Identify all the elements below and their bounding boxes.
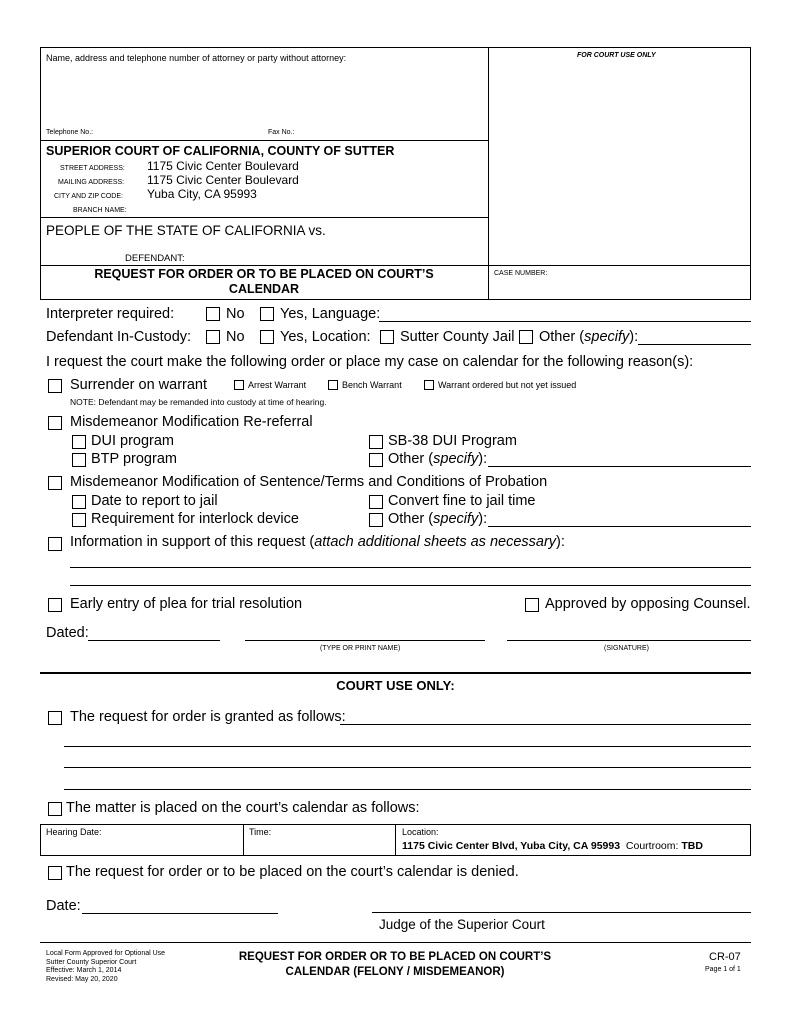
request-intro: I request the court make the following order or place my case on calendar for the following reason(s): — [46, 354, 694, 370]
btp-program-checkbox[interactable] — [72, 453, 86, 467]
city-value: Yuba City, CA 95993 — [147, 187, 257, 201]
early-entry-checkbox[interactable] — [48, 598, 62, 612]
signature-label: (SIGNATURE) — [604, 645, 649, 652]
courtroom-value: TBD — [681, 840, 703, 852]
courtroom-label: Courtroom: — [625, 840, 679, 852]
type-print-label: (TYPE OR PRINT NAME) — [320, 645, 401, 652]
date-field[interactable] — [82, 913, 278, 914]
court-use-header: FOR COURT USE ONLY — [577, 52, 656, 59]
footer-title — [200, 950, 590, 980]
interlock-label: Requirement for interlock device — [91, 511, 299, 527]
form-number: CR-07 — [709, 951, 741, 963]
info-em: attach additional sheets as necessary — [314, 534, 557, 550]
info-pre: Information in support of this request ( — [70, 534, 315, 550]
sentence-other-em: specify — [433, 511, 479, 527]
interpreter-label: Interpreter required: — [46, 306, 175, 322]
convert-fine-label: Convert fine to jail time — [388, 493, 536, 509]
caption-vertical-divider — [488, 47, 489, 300]
sb38-checkbox[interactable] — [369, 435, 383, 449]
granted-checkbox[interactable] — [48, 711, 62, 725]
sentence-other-label — [388, 511, 487, 527]
court-use-divider — [40, 672, 751, 674]
custody-yes-checkbox[interactable] — [260, 330, 274, 344]
denied-checkbox[interactable] — [48, 866, 62, 880]
convert-fine-checkbox[interactable] — [369, 495, 383, 509]
footer-left-line-1: Local Form Approved for Optional Use — [46, 950, 166, 957]
approved-checkbox[interactable] — [525, 598, 539, 612]
surrender-checkbox[interactable] — [48, 379, 62, 393]
misd-referral-label: Misdemeanor Modification Re-referral — [70, 414, 313, 430]
warrant-ordered-checkbox[interactable] — [424, 380, 434, 390]
early-entry-label: Early entry of plea for trial resolution — [70, 596, 303, 612]
dated-label: Dated: — [46, 625, 89, 641]
info-line-1[interactable] — [70, 567, 751, 568]
bench-warrant-label: Bench Warrant — [342, 380, 402, 390]
page-number: Page 1 of 1 — [705, 966, 741, 973]
location-value: 1175 Civic Center Blvd, Yuba City, CA 95993 — [402, 840, 621, 852]
footer-title-line-1: REQUEST FOR ORDER OR TO BE PLACED ON COURT’S — [238, 951, 552, 963]
arrest-warrant-label: Arrest Warrant — [248, 380, 307, 390]
surrender-note: NOTE: Defendant may be remanded into custody at time of hearing. — [70, 397, 327, 407]
judge-label: Judge of the Superior Court — [379, 917, 545, 932]
interpreter-yes-checkbox[interactable] — [260, 307, 274, 321]
people-line: PEOPLE OF THE STATE OF CALIFORNIA vs. — [46, 223, 326, 238]
caption-divider-people — [40, 217, 488, 218]
denied-label: The request for order or to be placed on the court’s calendar is denied. — [66, 864, 519, 880]
case-number-label: CASE NUMBER: — [494, 270, 548, 277]
footer-divider — [40, 942, 751, 943]
defendant-label: DEFENDANT: — [125, 253, 185, 264]
time-label: Time: — [249, 827, 272, 837]
misd-sentence-label: Misdemeanor Modification of Sentence/Terms and Conditions of Probation — [70, 474, 548, 490]
form-title-line-1: REQUEST FOR ORDER OR TO BE PLACED ON COURT’S — [94, 267, 434, 281]
interpreter-yes-label: Yes, Language: — [280, 306, 381, 322]
calendar-checkbox[interactable] — [48, 802, 62, 816]
custody-other-checkbox[interactable] — [519, 330, 533, 344]
fax-label: Fax No.: — [268, 129, 295, 136]
referral-other-pre: Other ( — [388, 451, 434, 467]
dui-program-label: DUI program — [91, 433, 174, 449]
btp-program-label: BTP program — [91, 451, 177, 467]
sutter-jail-label: Sutter County Jail — [400, 329, 515, 345]
attorney-label: Name, address and telephone number of attorney or party without attorney: — [46, 53, 347, 63]
granted-line-3[interactable] — [64, 767, 751, 768]
sentence-other-post: ): — [478, 511, 488, 527]
hearing-table-divider-2 — [395, 824, 396, 856]
street-value: 1175 Civic Center Boulevard — [147, 159, 299, 173]
hearing-table-divider-1 — [243, 824, 244, 856]
print-name-field[interactable] — [245, 640, 485, 641]
custody-no-label: No — [226, 329, 245, 345]
city-label: CITY AND ZIP CODE: — [54, 193, 123, 200]
custody-other-em: specify — [584, 329, 630, 345]
custody-other-post: ): — [629, 329, 639, 345]
sentence-other-checkbox[interactable] — [369, 513, 383, 527]
misd-referral-checkbox[interactable] — [48, 416, 62, 430]
surrender-label: Surrender on warrant — [70, 377, 208, 393]
mailing-label: MAILING ADDRESS: — [58, 179, 125, 186]
court-name: SUPERIOR COURT OF CALIFORNIA, COUNTY OF SUTTER — [46, 144, 395, 158]
date-label: Date: — [46, 898, 81, 914]
referral-other-checkbox[interactable] — [369, 453, 383, 467]
custody-other-label — [539, 329, 638, 345]
granted-line-1[interactable] — [340, 724, 751, 725]
custody-other-field[interactable] — [638, 344, 751, 345]
footer-left-line-3: Effective: March 1, 2014 — [46, 967, 122, 974]
caption-divider-title — [40, 265, 751, 266]
misd-sentence-checkbox[interactable] — [48, 476, 62, 490]
mailing-value: 1175 Civic Center Boulevard — [147, 173, 299, 187]
form-title — [40, 267, 488, 297]
interpreter-no-label: No — [226, 306, 245, 322]
custody-label: Defendant In-Custody: — [46, 329, 192, 345]
dui-program-checkbox[interactable] — [72, 435, 86, 449]
footer-left — [46, 950, 165, 984]
court-use-only-heading: COURT USE ONLY: — [336, 678, 455, 693]
branch-label: BRANCH NAME: — [73, 207, 127, 214]
info-line-2[interactable] — [70, 585, 751, 586]
referral-other-label — [388, 451, 487, 467]
telephone-label: Telephone No.: — [46, 129, 94, 136]
location-label: Location: — [402, 827, 439, 837]
sentence-other-pre: Other ( — [388, 511, 434, 527]
sb38-label: SB-38 DUI Program — [388, 433, 517, 449]
info-post: ): — [556, 534, 565, 550]
caption-divider-court — [40, 140, 488, 141]
language-field[interactable] — [379, 321, 751, 322]
location-line — [402, 840, 703, 852]
footer-left-line-2: Sutter County Superior Court — [46, 958, 137, 966]
judge-signature-field[interactable] — [372, 912, 751, 913]
form-title-line-2: CALENDAR — [228, 282, 300, 296]
date-jail-label: Date to report to jail — [91, 493, 218, 509]
warrant-ordered-label: Warrant ordered but not yet issued — [438, 380, 577, 390]
street-label: STREET ADDRESS: — [60, 165, 125, 172]
info-checkbox[interactable] — [48, 537, 62, 551]
granted-line-2[interactable] — [64, 746, 751, 747]
footer-left-line-4: Revised: May 20, 2020 — [46, 975, 118, 983]
dated-field[interactable] — [88, 640, 220, 641]
info-label — [70, 534, 565, 550]
footer-title-line-2: CALENDAR (FELONY / MISDEMEANOR) — [285, 966, 505, 978]
calendar-label: The matter is placed on the court’s calendar as follows: — [66, 800, 420, 816]
signature-field[interactable] — [507, 640, 751, 641]
arrest-warrant-checkbox[interactable] — [234, 380, 244, 390]
custody-no-checkbox[interactable] — [206, 330, 220, 344]
bench-warrant-checkbox[interactable] — [328, 380, 338, 390]
date-jail-checkbox[interactable] — [72, 495, 86, 509]
interpreter-no-checkbox[interactable] — [206, 307, 220, 321]
sentence-other-field[interactable] — [488, 526, 751, 527]
referral-other-em: specify — [433, 451, 479, 467]
interlock-checkbox[interactable] — [72, 513, 86, 527]
custody-other-pre: Other ( — [539, 329, 585, 345]
referral-other-post: ): — [478, 451, 488, 467]
granted-line-4[interactable] — [64, 789, 751, 790]
approved-label: Approved by opposing Counsel. — [545, 596, 751, 612]
sutter-jail-checkbox[interactable] — [380, 330, 394, 344]
granted-label: The request for order is granted as follows: — [70, 709, 346, 725]
hearing-date-label: Hearing Date: — [46, 827, 102, 837]
custody-yes-label: Yes, Location: — [280, 329, 371, 345]
referral-other-field[interactable] — [488, 466, 751, 467]
